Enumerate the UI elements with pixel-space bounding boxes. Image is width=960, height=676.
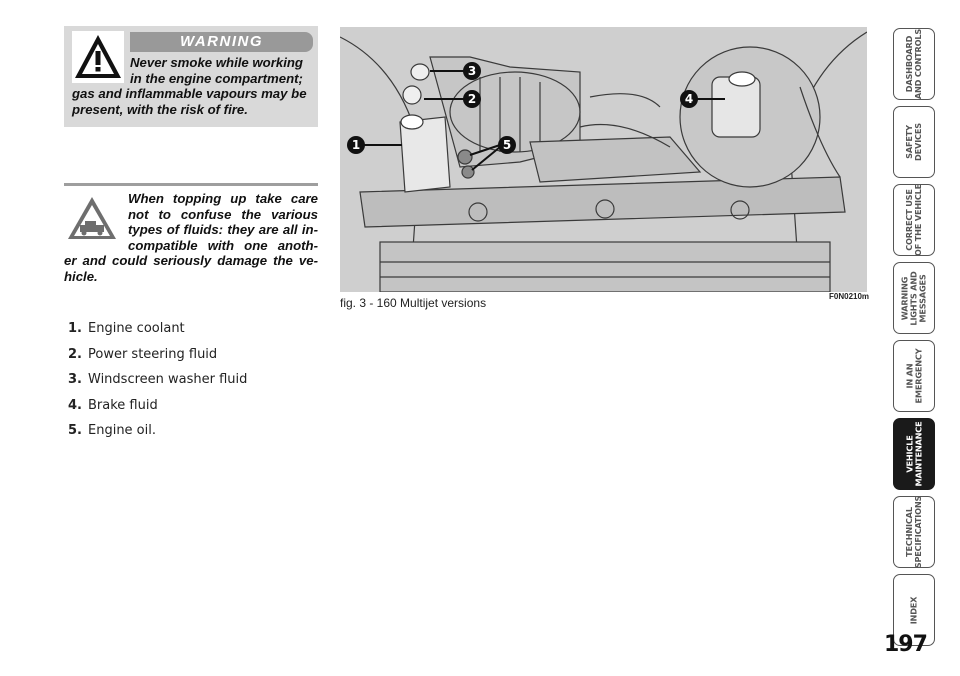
item-label: Brake fluid <box>88 397 158 413</box>
engine-illustration <box>340 27 867 292</box>
tab-label: DASHBOARD AND CONTROLS <box>904 28 924 100</box>
tab-technical-specifications[interactable] <box>893 496 935 568</box>
caution-line: er and could seriously damage the ve- <box>64 253 318 269</box>
list-item <box>68 346 247 372</box>
item-label: Windscreen washer fluid <box>88 372 248 387</box>
caution-line: not to confuse the various <box>128 206 318 222</box>
tab-safety-devices[interactable] <box>893 106 935 178</box>
list-item <box>68 397 247 423</box>
caution-divider <box>64 183 318 186</box>
tab-in-an-emergency[interactable] <box>893 340 935 412</box>
tab-label: WARNING LIGHTS AND MESSAGES <box>899 270 928 326</box>
caution-text <box>64 191 318 285</box>
tab-label: SAFETY DEVICES <box>904 123 923 161</box>
item-number: 5. <box>68 423 82 438</box>
item-number: 2. <box>68 346 82 362</box>
tab-label: IN AN EMERGENCY <box>904 348 924 404</box>
list-item <box>68 320 247 346</box>
callout-label: 4 <box>684 92 694 106</box>
warning-line: present, with the risk of fire. <box>72 101 248 117</box>
item-label: Power steering fluid <box>88 346 218 362</box>
tab-warning-lights[interactable] <box>893 262 935 334</box>
callout-label: 1 <box>351 138 361 152</box>
item-label: Engine oil. <box>88 423 156 438</box>
caution-line: hicle. <box>64 268 98 284</box>
caution-line: types of fluids: they are all in- <box>128 222 318 238</box>
list-item <box>68 371 247 397</box>
tab-label: INDEX <box>908 596 919 624</box>
figure-caption: fig. 3 - 160 Multijet versions <box>340 296 487 310</box>
item-number: 1. <box>68 321 82 336</box>
caution-line: When topping up take care <box>128 191 318 206</box>
page-number: 197 <box>884 632 927 657</box>
tab-correct-use[interactable] <box>893 184 935 256</box>
item-number: 4. <box>68 397 82 413</box>
caution-line: compatible with one anoth- <box>128 237 318 253</box>
warning-title: WARNING <box>130 32 313 52</box>
engine-compartment-figure <box>340 27 867 292</box>
warning-line: Never smoke while working <box>130 55 303 70</box>
tab-label: VEHICLE MAINTENANCE <box>904 421 924 487</box>
tab-dashboard-and-controls[interactable] <box>893 28 935 100</box>
item-label: Engine coolant <box>88 321 185 336</box>
tab-vehicle-maintenance[interactable] <box>893 418 935 490</box>
fluid-legend-list <box>68 320 247 448</box>
tab-label: TECHNICAL SPECIFICATIONS <box>904 495 923 569</box>
item-number: 3. <box>68 372 82 387</box>
callout-label: 3 <box>467 64 477 78</box>
warning-line: gas and inflammable vapours may be <box>72 86 307 101</box>
figure-code: F0N0210m <box>829 292 870 301</box>
warning-line: in the engine compartment; <box>130 70 303 86</box>
callout-label: 5 <box>502 138 512 152</box>
callout-label: 2 <box>467 92 477 106</box>
tab-label: CORRECT USE OF THE VEHICLE <box>904 183 924 257</box>
warning-text <box>72 55 316 117</box>
list-item <box>68 422 247 448</box>
